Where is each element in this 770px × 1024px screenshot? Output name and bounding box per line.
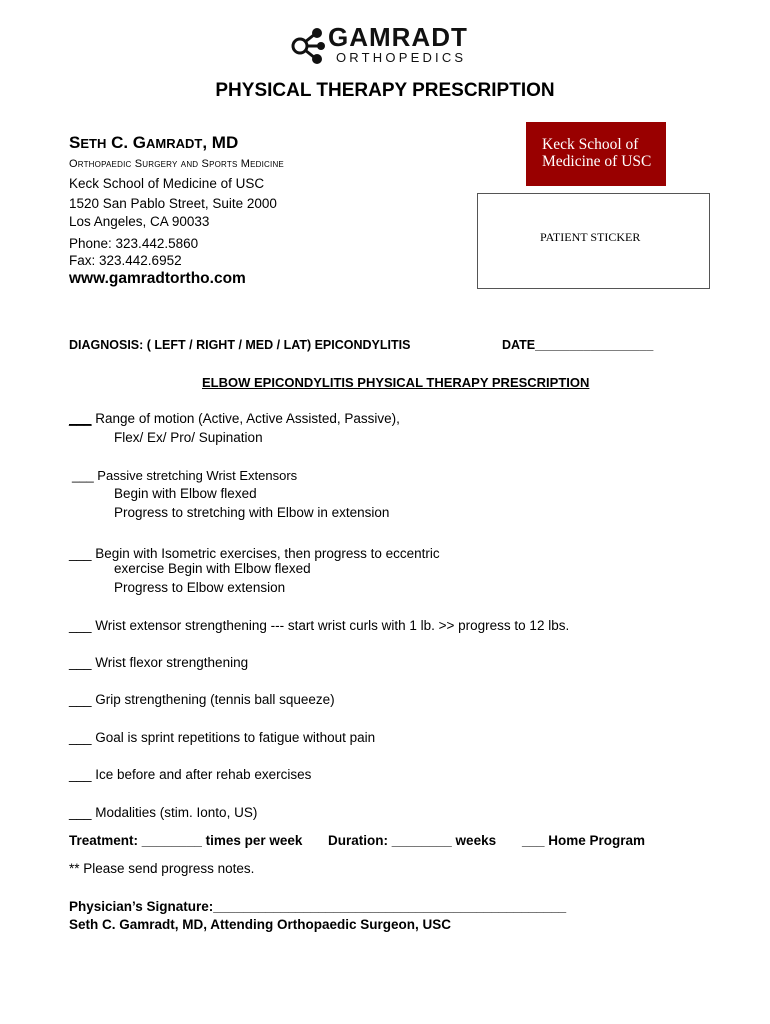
logo-subtitle: ORTHOPEDICS (336, 50, 467, 65)
keck-usc-badge-text: Keck School of Medicine of USC (542, 136, 652, 170)
signer-name: Seth C. Gamradt, MD, Attending Orthopaedic Surgeon, USC (69, 917, 452, 932)
doctor-street: 1520 San Pablo Street, Suite 2000 (69, 196, 277, 211)
patient-sticker-box (477, 193, 710, 289)
wrist-flexor-item: ___ Wrist flexor strengthening (69, 655, 249, 670)
document-title: PHYSICAL THERAPY PRESCRIPTION (215, 80, 555, 101)
diagnosis-line: DIAGNOSIS: ( LEFT / RIGHT / MED / LAT) EPICONDYLITIS (69, 338, 411, 352)
keck-usc-badge (526, 122, 666, 186)
isometric-item-detail-1: exercise Begin with Elbow flexed (114, 561, 311, 576)
doctor-fax: Fax: 323.442.6952 (69, 253, 182, 268)
grip-item: ___ Grip strengthening (tennis ball squeeze) (69, 692, 335, 707)
gamradt-logo (288, 22, 488, 68)
stretch-item: ___ Passive stretching Wrist Extensors (72, 468, 298, 483)
wrist-extensor-item: ___ Wrist extensor strengthening --- start wrist curls with 1 lb. >> progress to 12 lbs. (69, 618, 570, 633)
signature-line: Physician’s Signature:_______________________________________________ (69, 899, 567, 914)
stretch-item-detail-1: Begin with Elbow flexed (114, 486, 257, 501)
molecule-logo-icon (288, 26, 328, 66)
rom-item: ___ Range of motion (Active, Active Assisted, Passive), (69, 411, 400, 426)
modalities-item: ___ Modalities (stim. Ionto, US) (69, 805, 258, 820)
doctor-website: www.gamradtortho.com (69, 270, 246, 287)
section-heading: ELBOW EPICONDYLITIS PHYSICAL THERAPY PRESCRIPTION (202, 375, 590, 390)
doctor-city: Los Angeles, CA 90033 (69, 214, 210, 229)
rom-item-detail: Flex/ Ex/ Pro/ Supination (114, 430, 263, 445)
treatment-field: Treatment: ________ times per week (69, 833, 303, 848)
duration-field: Duration: ________ weeks (328, 833, 497, 848)
progress-notes: ** Please send progress notes. (69, 861, 255, 876)
isometric-item-detail-2: Progress to Elbow extension (114, 580, 286, 595)
goal-item: ___ Goal is sprint repetitions to fatigue without pain (69, 730, 376, 745)
logo-wordmark: GAMRADT (328, 22, 468, 52)
isometric-item: ___ Begin with Isometric exercises, then progress to eccentric (69, 546, 440, 561)
patient-sticker-label: PATIENT STICKER (540, 230, 641, 244)
doctor-phone: Phone: 323.442.5860 (69, 236, 199, 251)
home-program-field: ___ Home Program (522, 833, 646, 848)
stretch-item-detail-2: Progress to stretching with Elbow in extension (114, 505, 390, 520)
doctor-school: Keck School of Medicine of USC (69, 176, 265, 191)
doctor-specialty: Orthopaedic Surgery and Sports Medicine (69, 158, 284, 170)
date-field: DATE_________________ (502, 338, 654, 352)
ice-item: ___ Ice before and after rehab exercises (69, 767, 312, 782)
doctor-name: SETH C. GAMRADT, MD (69, 133, 239, 152)
